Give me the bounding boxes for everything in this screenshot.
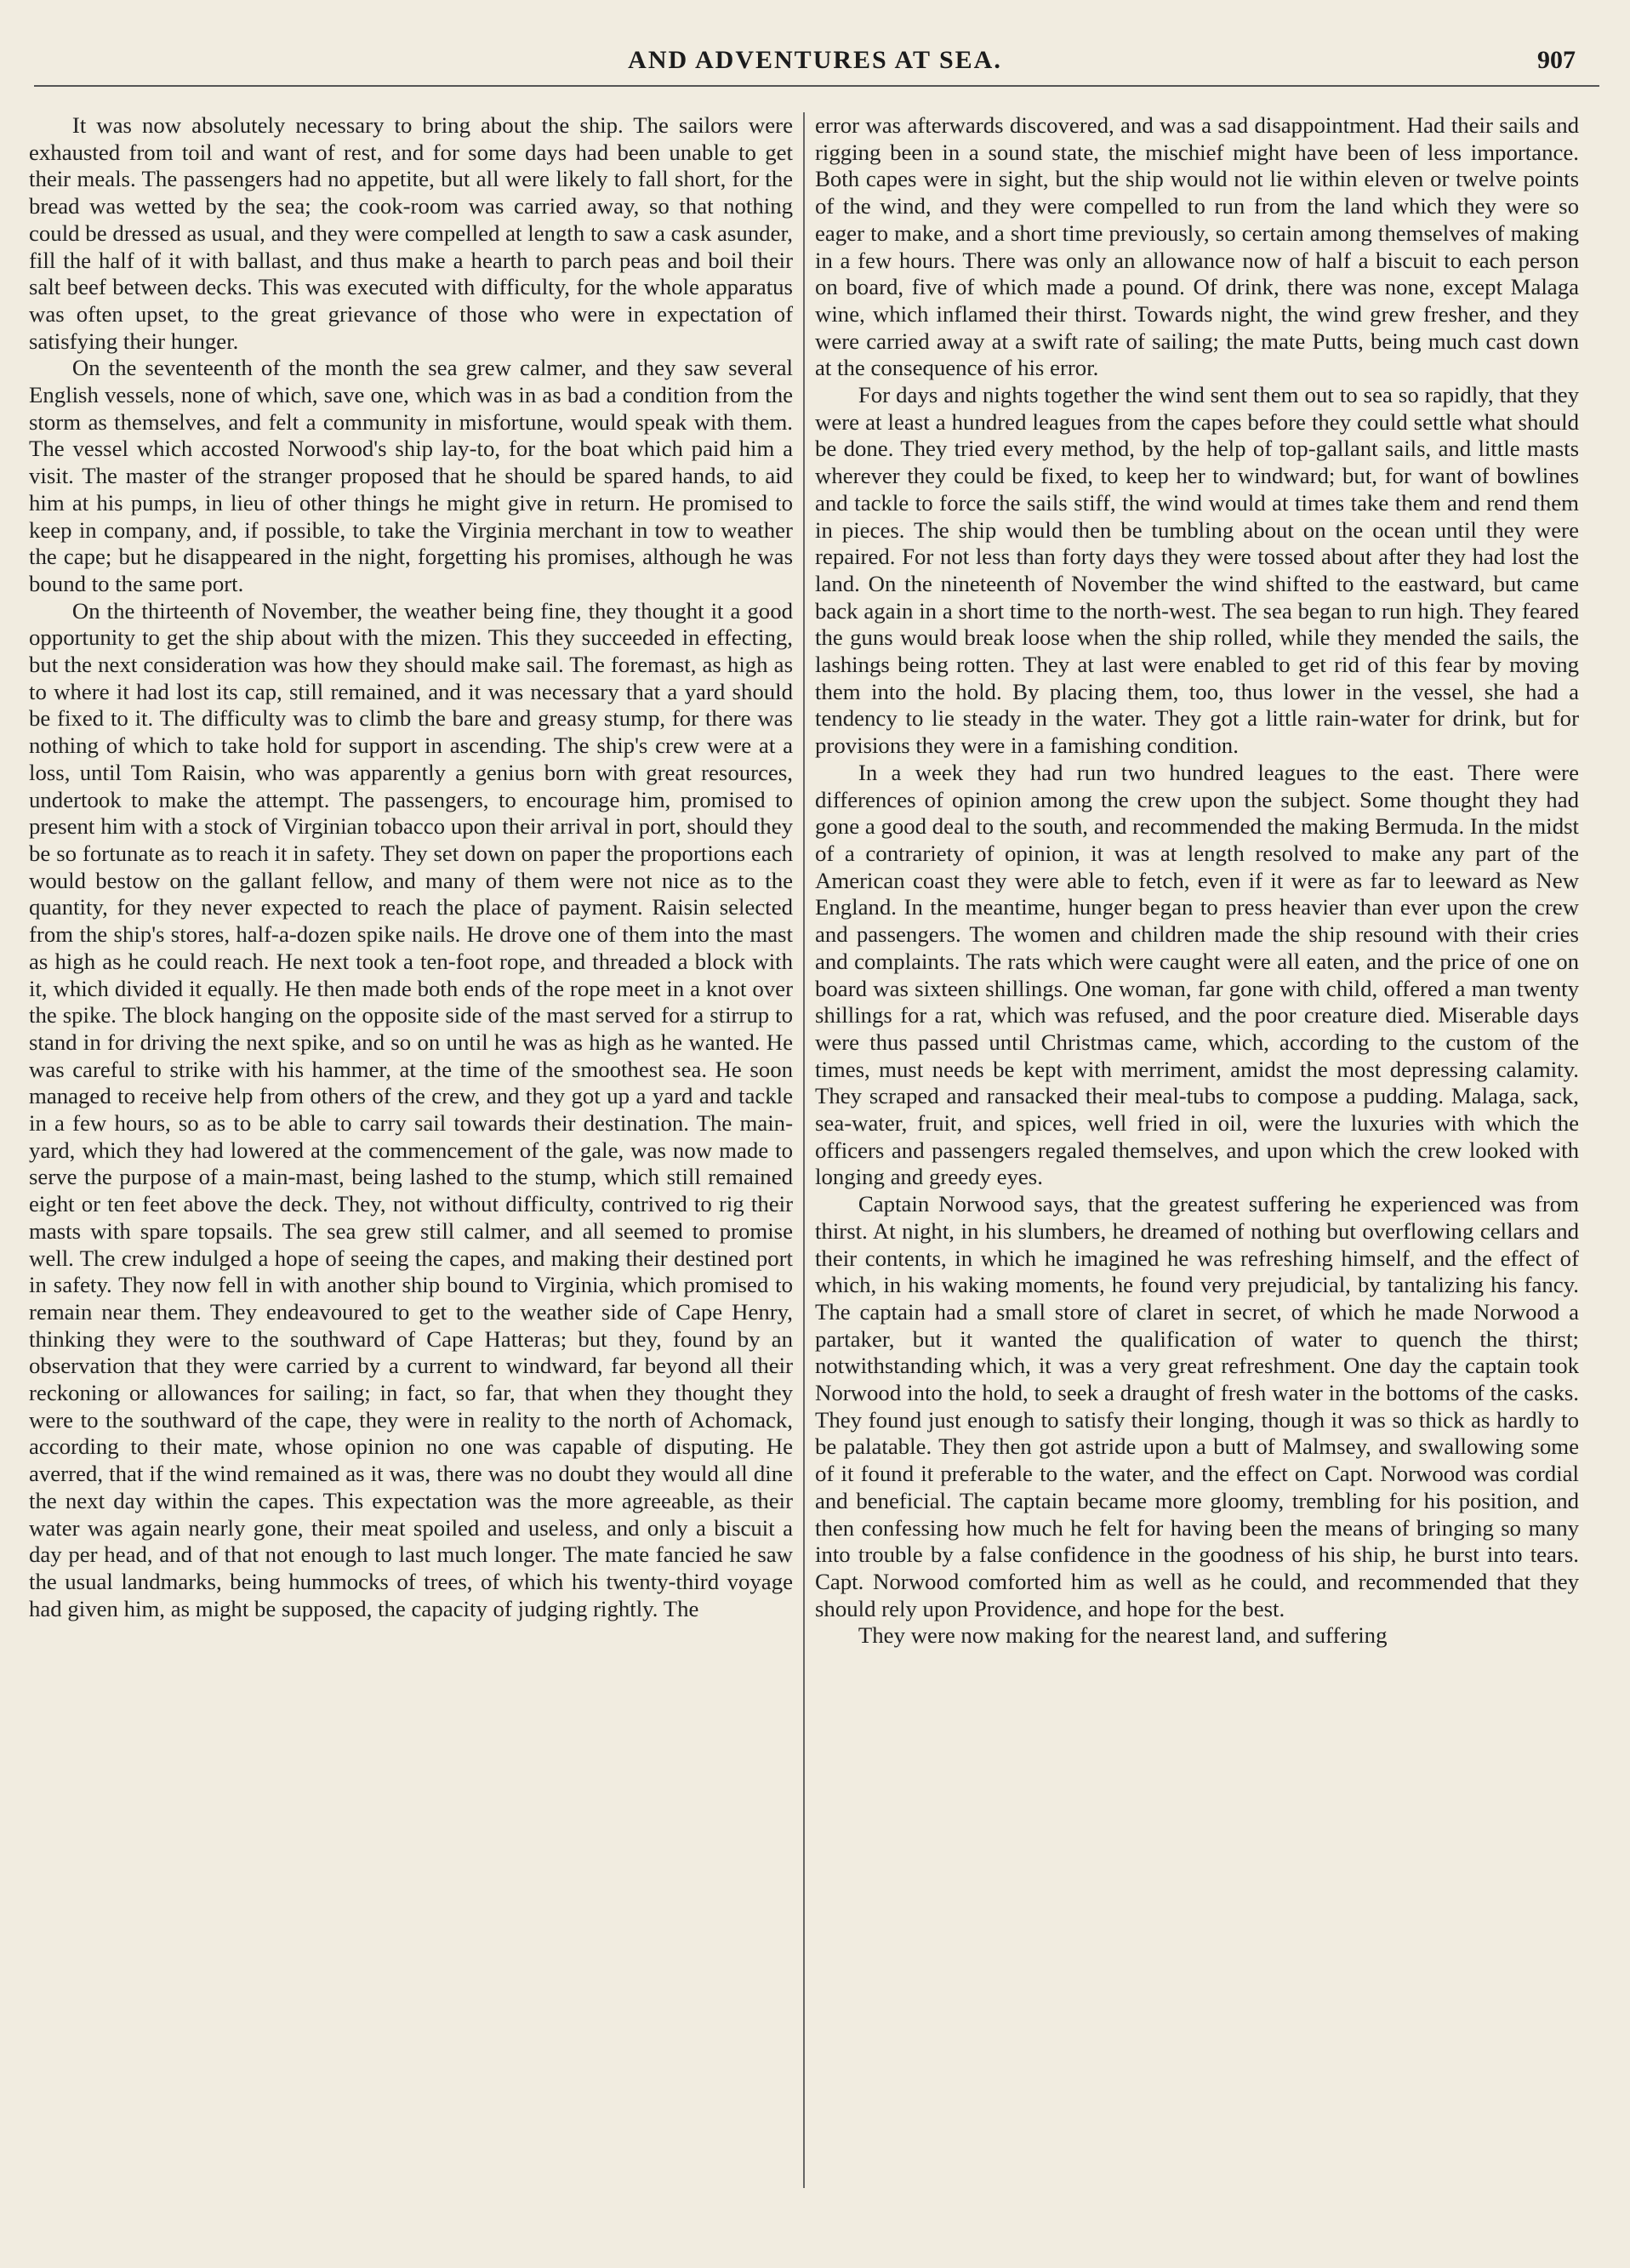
left-column [29, 112, 793, 1622]
paragraph: In a week they had run two hundred leagues to the east. There were differences of opinion among the crew upon the subject. Some thought they had gone a good deal to the south, and recommended the making Bermuda. In the midst of a contrariety of opinion, it was at length resolved to make any part of the American coast they were able to fetch, even if it were as far to leeward as New England. In the meantime, hunger began to press heavier than ever upon the crew and passengers. The women and children made the ship resound with their cries and complaints. The rats which were caught were all eaten, and the price of one on board was sixteen shillings. One woman, far gone with child, offered a man twenty shillings for a rat, which was refused, and the poor creature died. Miserable days were thus passed until Christmas came, which, according to the custom of the times, must needs be kept with merriment, amidst the most depressing calamity. They scraped and ransacked their meal-tubs to compose a pudding. Malaga, sack, sea-water, fruit, and spices, well fried in oil, were the luxuries with which the officers and passengers regaled themselves, and upon which the crew looked with longing and greedy eyes. [815, 759, 1579, 1190]
paragraph: On the seventeenth of the month the sea grew calmer, and they saw several English vessels, none of which, save one, which was in as bad a condition from the storm as themselves, and felt a community in misfortune, would speak with them. The vessel which accosted Norwood's ship lay-to, for the boat which paid him a visit. The master of the stranger proposed that he should be spared hands, to aid him at his pumps, in lieu of other things he might give in return. He promised to keep in company, and, if possible, to take the Virginia merchant in tow to weather the cape; but he disappeared in the night, forgetting his promises, although he was bound to the same port. [29, 355, 793, 596]
paragraph: Captain Norwood says, that the greatest suffering he experienced was from thirst. At night, in his slumbers, he dreamed of nothing but overflowing cellars and their contents, in which he imagined he was refreshing himself, and the effect of which, in his waking moments, he found very prejudicial, by tantalizing his fancy. The captain had a small store of claret in secret, of which he made Norwood a partaker, but it wanted the qualification of water to quench the thirst; notwithstanding which, it was a very great refreshment. One day the captain took Norwood into the hold, to seek a draught of fresh water in the bottoms of the casks. They found just enough to satisfy their longing, though it was so thick as hardly to be palatable. They then got astride upon a butt of Malmsey, and swallowing some of it found it preferable to the water, and the effect on Capt. Norwood was cordial and beneficial. The captain became more gloomy, trembling for his position, and then confessing how much he felt for having been the means of bringing so many into trouble by a false confidence in the goodness of his ship, he burst into tears. Capt. Norwood comforted him as well as he could, and recommended that they should rely upon Providence, and hope for the best. [815, 1191, 1579, 1621]
paragraph: For days and nights together the wind sent them out to sea so rapidly, that they were at least a hundred leagues from the capes before they could settle what should be done. They tried every method, by the help of top-gallant sails, and little masts wherever they could be fixed, to keep her to windward; but, for want of bowlines and tackle to force the sails stiff, the wind would at times take them and rend them in pieces. The ship would then be tumbling about on the ocean until they were repaired. For not less than forty days they were tossed about after they had lost the land. On the nineteenth of November the wind shifted to the eastward, but came back again in a short time to the north-west. The sea began to run high. They feared the guns would break loose when the ship rolled, while they mended the sails, the lashings being rotten. They at last were enabled to get rid of this fear by moving them into the hold. By placing them, too, thus lower in the vessel, she had a tendency to lie steady in the water. They got a little rain-water for drink, but for provisions they were in a famishing condition. [815, 382, 1579, 759]
paragraph: They were now making for the nearest land, and suffering [858, 1622, 1388, 1649]
paragraph: On the thirteenth of November, the weather being fine, they thought it a good opportunity to get the ship about with the mizen. This they succeeded in effecting, but the next consideration was how they should make sail. The foremast, as high as to where it had lost its cap, still remained, and it was necessary that a yard should be fixed to it. The difficulty was to climb the bare and greasy stump, for there was nothing of which to take hold for support in ascending. The ship's crew were at a loss, until Tom Raisin, who was apparently a genius born with great resources, undertook to make the attempt. The passengers, to encourage him, promised to present him with a stock of Virginian tobacco upon their arrival in port, should they be so fortunate as to reach it in safety. They set down on paper the proportions each would bestow on the gallant fellow, and many of them were not nice as to the quantity, for they never expected to reach the place of payment. Raisin selected from the ship's stores, half-a-dozen spike nails. He drove one of them into the mast as high as he could reach. He next took a ten-foot rope, and threaded a block with it, which divided it equally. He then made both ends of the rope meet in a knot over the spike. The block hanging on the opposite side of the mast served for a stirrup to stand in for driving the next spike, and so on until he was as high as he wanted. He was careful to strike with his hammer, at the time of the smoothest sea. He soon managed to receive help from others of the crew, and they got up a yard and tackle in a few hours, so as to be able to carry sail towards their destination. The main-yard, which they had lowered at the commencement of the gale, was now made to serve the purpose of a main-mast, being lashed to the stump, which still remained eight or ten feet above the deck. They, not without difficulty, contrived to rig their masts with spare topsails. The sea grew still calmer, and all seemed to promise well. The crew indulged a hope of seeing the capes, and making their destined port in safety. They now fell in with another ship bound to Virginia, which promised to remain near them. They endeavoured to get to the weather side of Cape Henry, thinking they were to the southward of Cape Hatteras; but they, found by an observation that they were carried by a current to windward, far beyond all their reckoning or allowances for sailing; in fact, so far, that when they thought they were to the southward of the cape, they were in reality to the north of Achomack, according to their mate, whose opinion no one was capable of disputing. He averred, that if the wind remained as it was, there was no doubt they would all dine the next day within the capes. This expectation was the more agreeable, as their water was again nearly gone, their meat spoiled and useless, and only a biscuit a day per head, and of that not enough to last much longer. The mate fancied he saw the usual landmarks, being hummocks of trees, of which his twenty-third voyage had given him, as might be supposed, the capacity of judging rightly. The [29, 597, 793, 1621]
header-rule [34, 85, 1599, 87]
right-column [815, 112, 1579, 1650]
paragraph: error was afterwards discovered, and was a sad disappointment. Had their sails and rigging been in a sound state, the mischief might have been of less importance. Both capes were in sight, but the ship would not lie within eleven or twelve points of the wind, and they were compelled to run from the land which they were so eager to make, and a short time previously, so certain among themselves of making in a few hours. There was only an allowance now of half a biscuit to each person on board, five of which made a pound. Of drink, there was none, except Malaga wine, which inflamed their thirst. Towards night, the wind grew fresher, and they were carried away at a swift rate of sailing; the mate Putts, being much cast down at the consequence of his error. [815, 112, 1579, 381]
column-divider [803, 112, 805, 2188]
running-head-title: AND ADVENTURES AT SEA. [628, 46, 1002, 74]
page-number: 907 [1537, 46, 1576, 74]
paragraph: It was now absolutely necessary to bring about the ship. The sailors were exhausted from toil and want of rest, and for some days had been unable to get their meals. The passengers had no appetite, but all were likely to fall short, for the bread was wetted by the sea; the cook-room was carried away, so that nothing could be dressed as usual, and they were compelled at length to saw a cask asunder, fill the half of it with ballast, and thus make a hearth to parch peas and boil their salt beef between decks. This was executed with difficulty, for the whole apparatus was often upset, to the great grievance of those who were in expectation of satisfying their hunger. [29, 112, 793, 354]
